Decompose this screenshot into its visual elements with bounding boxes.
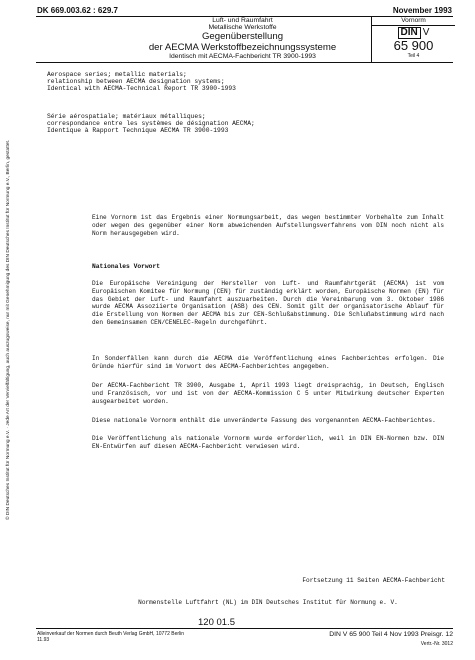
paragraph-2: In Sonderfällen kann durch die AECMA die Veröffentlichung eines Fachberichtes erfolgen. Die Gründe hierfür sind im Vorwort des AECMA-Fachberichtes angegeben. <box>92 355 444 370</box>
footer-date-code: 11.93 <box>37 637 50 643</box>
standard-part: Teil 4 <box>407 53 420 59</box>
header-rule-bottom <box>36 62 453 63</box>
english-title: Aerospace series; metallic materials; relationship between AECMA designation systems; Identical with AECMA-Technical Report TR 3900-1993 <box>47 71 236 93</box>
footer-reference: DIN V 65 900 Teil 4 Nov 1993 Preisgr. 12 <box>329 631 453 638</box>
footer-sales-line: Alleinverkauf der Normen durch Beuth Verlag GmbH, 10772 Berlin <box>37 631 185 637</box>
vornorm-note: Eine Vornorm ist das Ergebnis einer Normungsarbeit, das wegen bestimmter Vorbehalte zum Inhalt oder wegen des gegenüber einer Norm abweichenden Aufstellungsverfahrens vom DIN noch nicht als Norm herausgegeben wird. <box>92 214 444 237</box>
header-line-3: Gegenüberstellung <box>201 31 284 42</box>
publisher-line: Normenstelle Luftfahrt (NL) im DIN Deutsches Institut für Normung e. V. <box>138 599 398 606</box>
paragraph-4: Diese nationale Vornorm enthält die unveränderte Fassung des vorgenannten AECMA-Fachberichtes. <box>92 417 436 424</box>
side-copyright-notice: © DIN Deutsches Institut für Normung e.V. · Jede Art der Vervielfältigung, auch auszugsweise, nur mit Genehmigung des DIN Deutsches Institut für Normung e.V., Berlin, gestattet. <box>6 139 11 520</box>
standard-number: 65 900 <box>393 38 434 53</box>
paragraph-3: Der AECMA-Fachbericht TR 3900, Ausgabe 1, April 1993 liegt dreisprachig, in Deutsch, Englisch und Französisch, vor und ist von der AECMA-Kommission C 5 unter Mitwirkung deutscher Experten ausgearbeitet worden. <box>92 382 444 405</box>
issue-date: November 1993 <box>392 6 452 15</box>
din-v: V <box>422 27 430 38</box>
section-heading: Nationales Vorwort <box>92 263 161 270</box>
header-line-1: Luft- und Raumfahrt <box>212 17 273 24</box>
standard-status: Vornorm <box>372 17 455 26</box>
french-title: Série aérospatiale; matériaux métalliques; correspondance entre les systèmes de désignation AECMA; Identique à Rapport Technique AECMA TR 3900-1993 <box>47 113 255 135</box>
din-logo: DIN <box>398 27 421 39</box>
dk-classification: DK 669.003.62 : 629.7 <box>37 6 118 15</box>
header-line-5: Identisch mit AECMA-Fachbericht TR 3900-1993 <box>169 53 316 60</box>
header-line-4: der AECMA Werkstoffbezeichnungssysteme <box>148 42 337 53</box>
footer-code: 120 01.5 <box>198 617 235 628</box>
footer-sales-note <box>37 631 184 643</box>
paragraph-5: Die Veröffentlichung als nationale Vornorm wurde erforderlich, weil in DIN EN-Normen bzw. DIN EN-Entwürfen auf diesen AECMA-Fachbericht verwiesen wird. <box>92 435 444 450</box>
paragraph-1: Die Europäische Vereinigung der Hersteller von Luft- und Raumfahrtgerät (AECMA) ist vom Europäischen Komitee für Normung (CEN) für zuständig erklärt worden, Europäische Normen (EN) für das Gebiet der Luft- und Raumfahrt auszuarbeiten. Durch die Vereinbarung vom 3. Oktober 1986 wurde AECMA Assoziierte Organisation (ASB) des CEN. Somit gilt der organisatorische Ablauf für die Erstellung von Normen der AECMA bis zur CEN-Schlußabstimmung. Die Schlußabstimmung wird nach den Gemeinsamen CEN/CENELEC-Regeln durchgeführt. <box>92 280 444 326</box>
header-line-2: Metallische Werkstoffe <box>208 24 277 31</box>
footer-vertr-number: Vertr.-Nr. 3012 <box>420 641 453 647</box>
header-title-block <box>120 17 365 61</box>
continuation-note: Fortsetzung 11 Seiten AECMA-Fachbericht <box>302 577 445 584</box>
standard-number-box <box>371 17 455 62</box>
footer-rule <box>36 628 453 629</box>
